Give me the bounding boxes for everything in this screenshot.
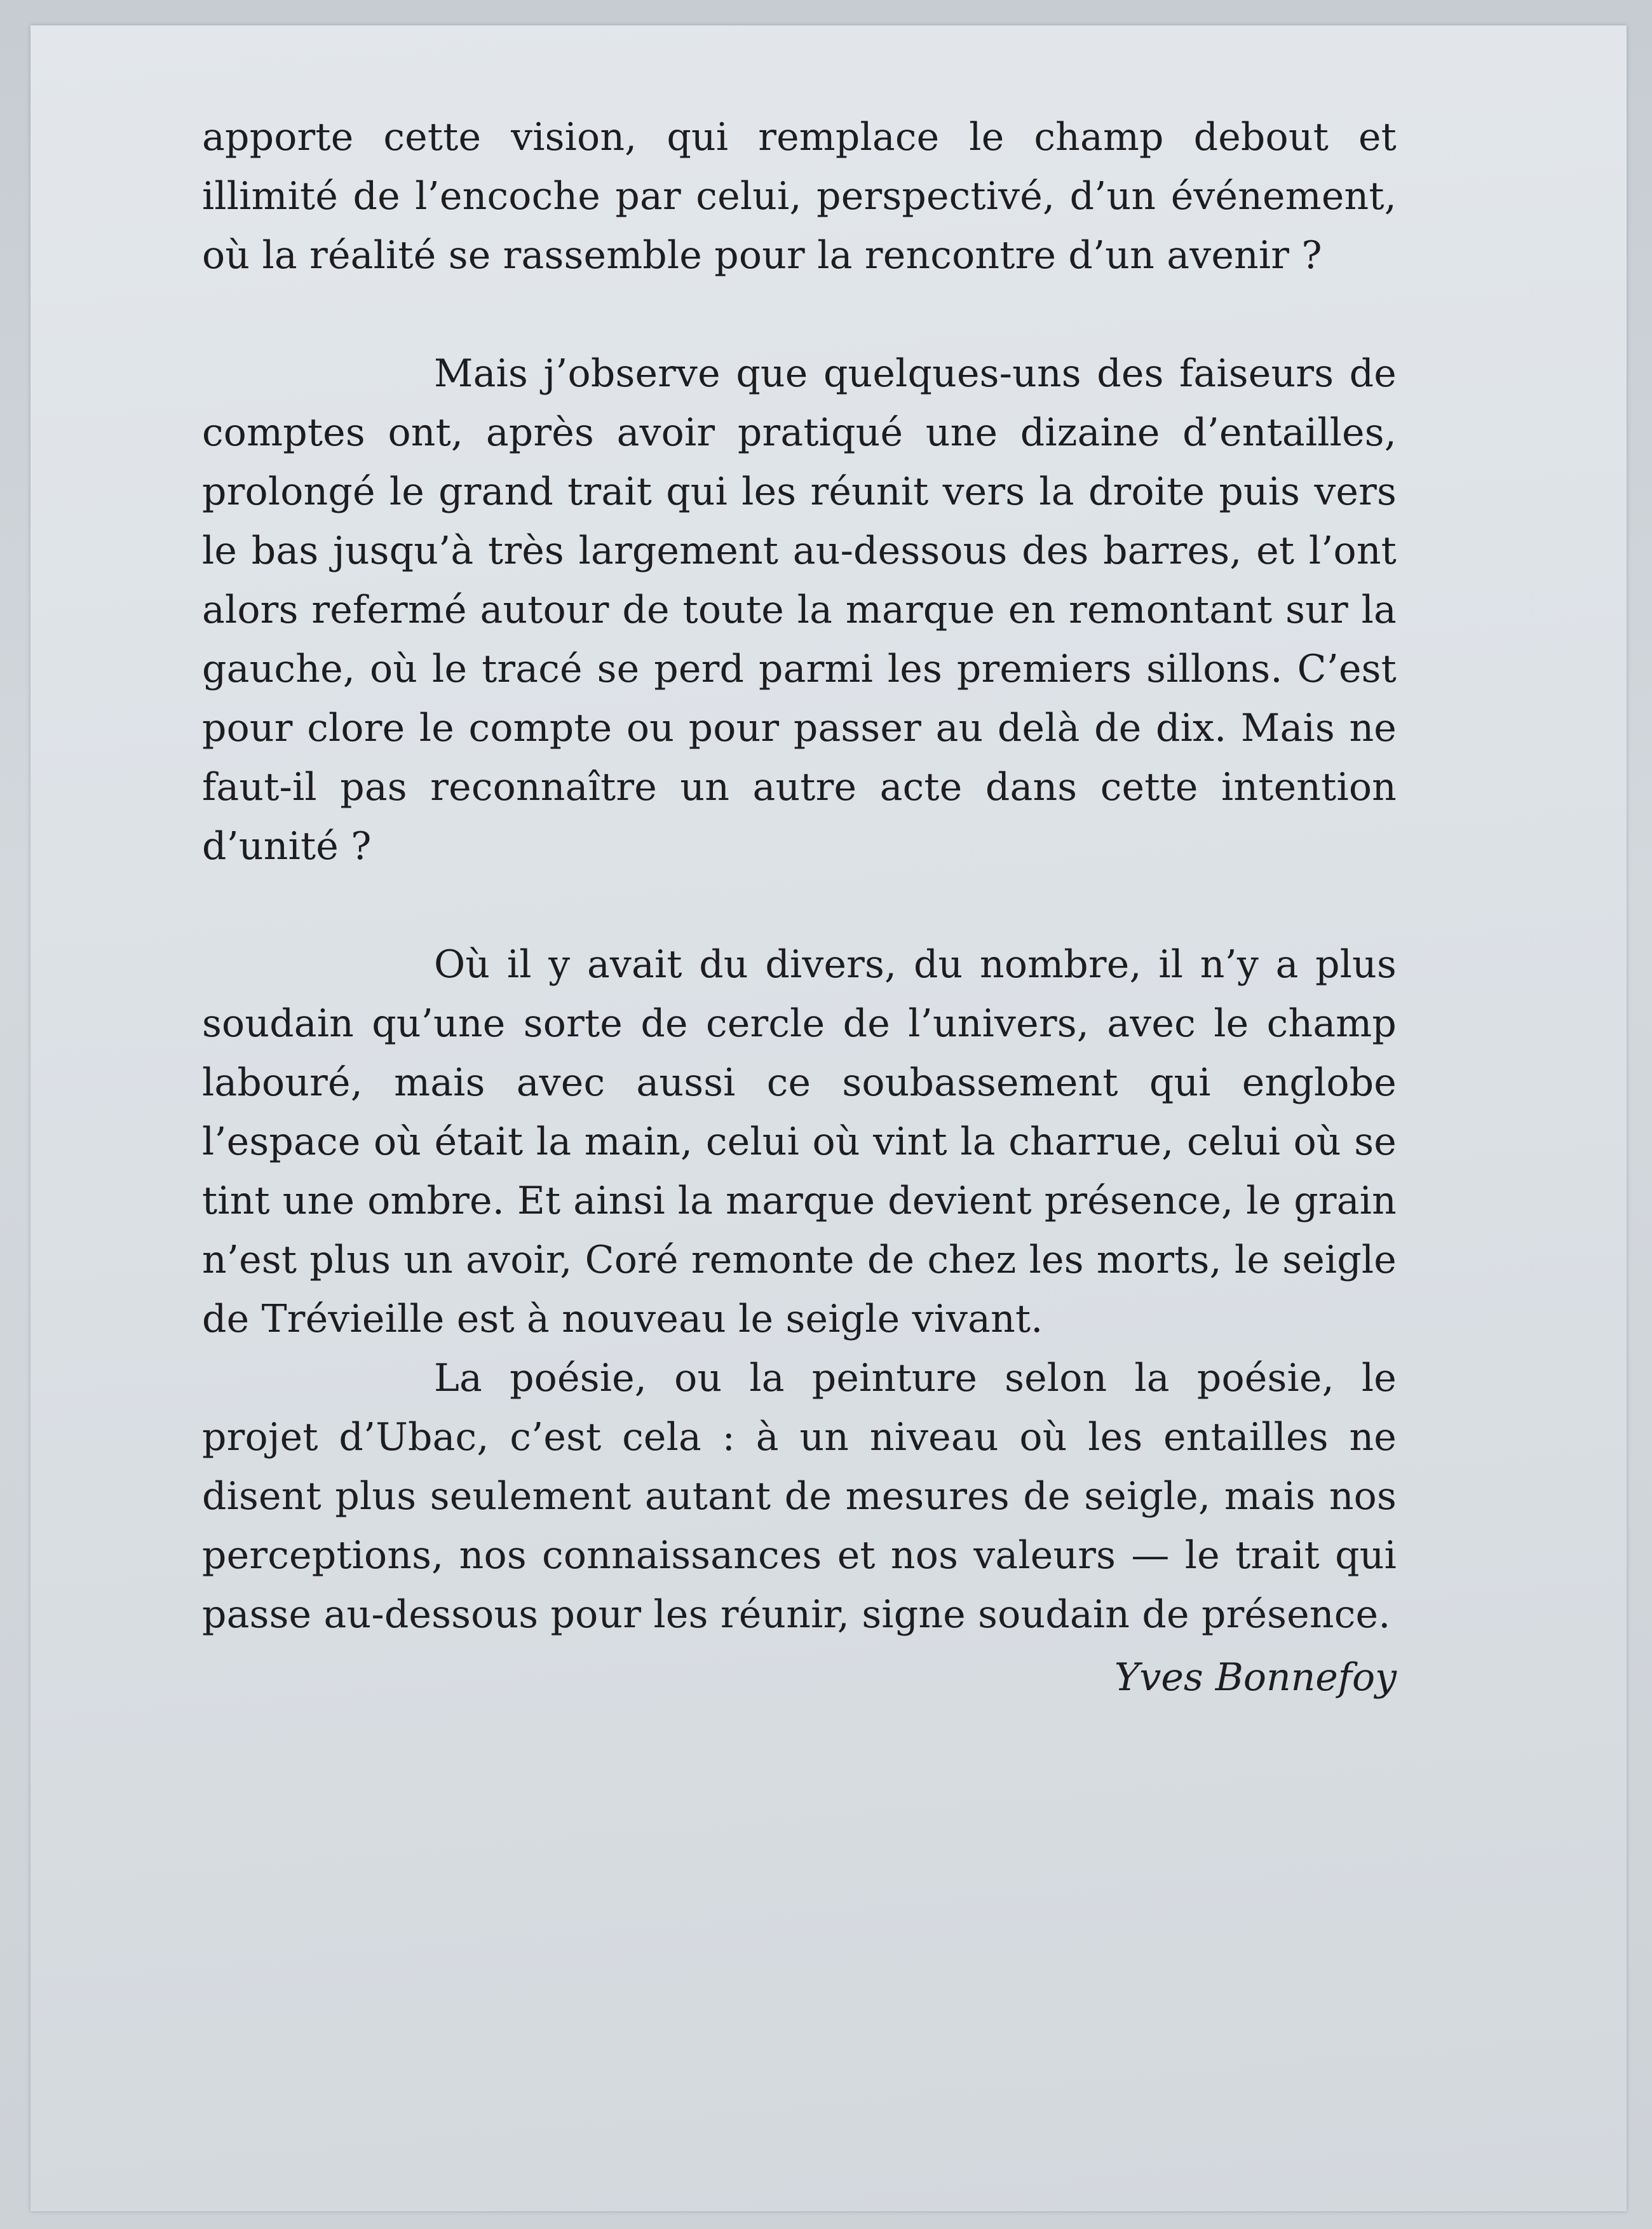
printed-page — [30, 25, 1627, 2211]
body-text — [202, 108, 1397, 1644]
paragraph-cercle-univers: Où il y avait du divers, du nombre, il n’y a plus soudain qu’une sorte de cercle de l’univers, avec le champ labouré, mais avec aussi ce soubassement qui englobe l’espace où était la main, celui où vint la charrue, celui où se tint une ombre. Et ainsi la marque devient présence, le grain n’est plus un avoir, Coré remonte de chez les morts, le seigle de Trévieille est à nouveau le seigle vivant. — [202, 942, 1397, 1341]
paragraph-poesie: La poésie, ou la peinture selon la poésie, le projet d’Ubac, c’est cela : à un niveau où les entailles ne disent plus seulement autant de mesures de seigle, mais nos perceptions, nos connaissances et nos valeurs — le trait qui passe au-dessous pour les réunir, signe soudain de présence. — [202, 1356, 1397, 1637]
paragraph-faiseurs-de-comptes: Mais j’observe que quelques-uns des faiseurs de comptes ont, après avoir pratiqué une dizaine d’entailles, prolongé le grand trait qui les réunit vers la droite puis vers le bas jusqu’à très largement au-dessous des barres, et l’ont alors refermé autour de toute la marque en remontant sur la gauche, où le tracé se perd parmi les premiers sillons. C’est pour clore le compte ou pour passer au delà de dix. Mais ne faut-il pas reconnaître un autre acte dans cette intention d’unité ? — [202, 351, 1397, 869]
paragraph-continuation: apporte cette vision, qui remplace le champ debout et illimité de l’encoche par celui, perspectivé, d’un événement, où la réalité se rassemble pour la rencontre d’un avenir ? — [202, 115, 1397, 278]
author-signature: Yves Bonnefoy — [1114, 1655, 1397, 1700]
